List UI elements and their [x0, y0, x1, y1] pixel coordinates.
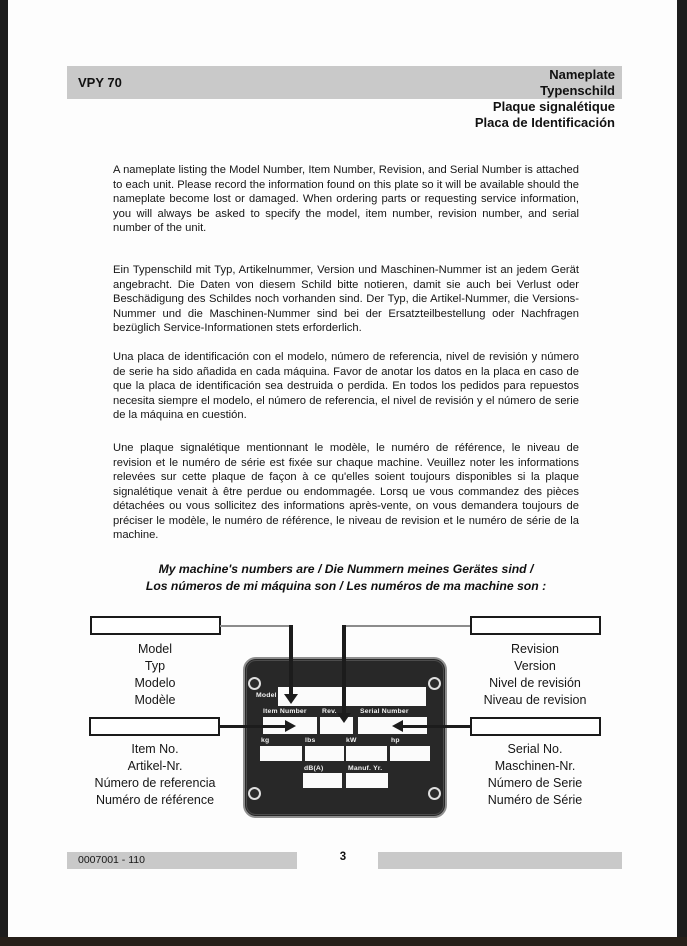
serial-arrow-shaft [403, 725, 470, 728]
paragraph-english: A nameplate listing the Model Number, Item Number, Revision, and Serial Number is attached to each unit. Please record the information found on this plate so it will be available should the nameplate become lost or damaged. When ordering parts or requesting service information, you will always be asked to specify the model, item number, revision number, and serial number of the unit. [113, 164, 579, 235]
label-numero-reference: Numéro de référence [95, 793, 215, 807]
plate-dba-box [303, 773, 342, 788]
label-numero-referencia: Número de referencia [94, 776, 216, 790]
footer-bar-right [378, 852, 622, 869]
label-version: Version [514, 659, 556, 673]
serial-arrowhead-icon [392, 720, 403, 732]
plate-model-box [278, 687, 426, 706]
label-maschinen-nr: Maschinen-Nr. [494, 759, 576, 773]
plate-serial-number-label: Serial Number [360, 708, 409, 715]
label-revision: Revision [511, 642, 559, 656]
plate-model-label: Model [256, 692, 277, 699]
scan-edge-right [677, 0, 687, 946]
revision-record-field [470, 616, 601, 635]
plate-kw-label: kW [346, 737, 357, 744]
label-numero-serie-fr: Numéro de Série [487, 793, 583, 807]
plate-hp-label: hp [391, 737, 400, 744]
title-german: Typenschild [540, 83, 615, 98]
paragraph-spanish: Una placa de identificación con el modelo, número de referencia, nivel de revisión y número de serie ha sido añadida en cada máquina. Favor de anotar los datos en la placa en caso de que la placa de identificación sea destruida o perdida. En todos los pedidos para repuestos necesita siempre el modelo, el número de referencia, el nivel de revisión y el número de serie de la máquina en cuestión. [113, 351, 579, 422]
item-arrowhead-icon [285, 720, 296, 732]
screw-hole-icon [248, 677, 261, 690]
label-serial-no: Serial No. [507, 742, 563, 756]
label-modele: Modèle [134, 693, 176, 707]
product-model-label: VPY 70 [78, 75, 122, 90]
label-nivel-revision: Nivel de revisión [489, 676, 581, 690]
screw-hole-icon [428, 787, 441, 800]
screw-hole-icon [428, 677, 441, 690]
label-numero-serie-es: Número de Serie [487, 776, 583, 790]
plate-item-number-label: Item Number [263, 708, 307, 715]
plate-kw-box [346, 746, 387, 761]
label-artikel-nr: Artikel-Nr. [127, 759, 183, 773]
model-connector-line [220, 625, 292, 627]
plate-lbs-box [305, 746, 344, 761]
item-arrow-shaft [220, 725, 286, 728]
plate-rev-label: Rev. [322, 708, 337, 715]
plate-manuf-yr-box [346, 773, 388, 788]
screw-hole-icon [248, 787, 261, 800]
document-number: 0007001 - 110 [78, 854, 145, 866]
label-modelo: Modelo [134, 676, 176, 690]
revision-arrow-shaft [342, 625, 346, 715]
plate-manuf-yr-label: Manuf. Yr. [348, 765, 383, 772]
revision-label-stack [415, 641, 655, 709]
serial-number-record-field [470, 717, 601, 736]
header-titles-secondary [67, 99, 615, 130]
header-bar [67, 66, 622, 99]
model-arrowhead-icon [284, 694, 298, 704]
plate-dba-label: dB(A) [304, 765, 324, 772]
item-number-record-field [89, 717, 220, 736]
footer-bar-left [67, 852, 297, 869]
title-english: Nameplate [549, 67, 615, 82]
page [8, 0, 677, 937]
revision-arrowhead-icon [337, 713, 351, 723]
title-french: Plaque signalétique [492, 99, 615, 114]
plate-hp-box [390, 746, 430, 761]
title-spanish: Placa de Identificación [474, 114, 615, 130]
numbers-heading-line2: Los números de mi máquina son / Les numéros de ma machine son : [145, 578, 547, 593]
revision-connector-line [345, 625, 470, 627]
model-record-field [90, 616, 221, 635]
scan-edge-bottom [0, 937, 687, 946]
plate-lbs-label: lbs [305, 737, 316, 744]
numbers-heading-line1: My machine's numbers are / Die Nummern meines Gerätes sind / [158, 562, 534, 576]
numbers-heading [113, 561, 579, 594]
paragraph-german: Ein Typenschild mit Typ, Artikelnummer, Version und Maschinen-Nummer ist an jedem Gerät angebracht. Die Daten von diesem Schild bitte notieren, damit sie auch bei Verlust oder Beschädigung des Schildes noch vorhanden sind. Der Typ, die Artikel-Nummer, die Versions- Nummer und die Maschinen-Nummer sind bei der Ersatzteilbestellung oder Nachfragen bezüglich Service-Informationen stets erforderlich. [113, 264, 579, 335]
page-number: 3 [339, 851, 347, 863]
label-typ: Typ [144, 659, 166, 673]
label-item-no: Item No. [131, 742, 179, 756]
paragraph-french: Une plaque signalétique mentionnant le modèle, le numéro de référence, le niveau de revision et le numéro de série est fixée sur chaque machine. Veuillez noter les informations relevées sur cette plaque de façon à ce qu'elles soient toujours disponibles si la plaque signalétique venait à être perdue ou endommagée. Lorsq ue vous commandez des pièces détachées ou vous sollicitez des informations après-vente, on vous demandera toujours de préciser le modèle, le numéro de référence, le niveau de revision et le numéro de série de la machine. [113, 442, 579, 542]
plate-kg-box [260, 746, 302, 761]
model-label-stack [35, 641, 275, 709]
label-niveau-revision: Niveau de revision [483, 693, 587, 707]
header-titles [540, 67, 615, 99]
model-arrow-shaft [289, 625, 293, 696]
plate-kg-label: kg [261, 737, 270, 744]
label-model: Model [137, 642, 173, 656]
